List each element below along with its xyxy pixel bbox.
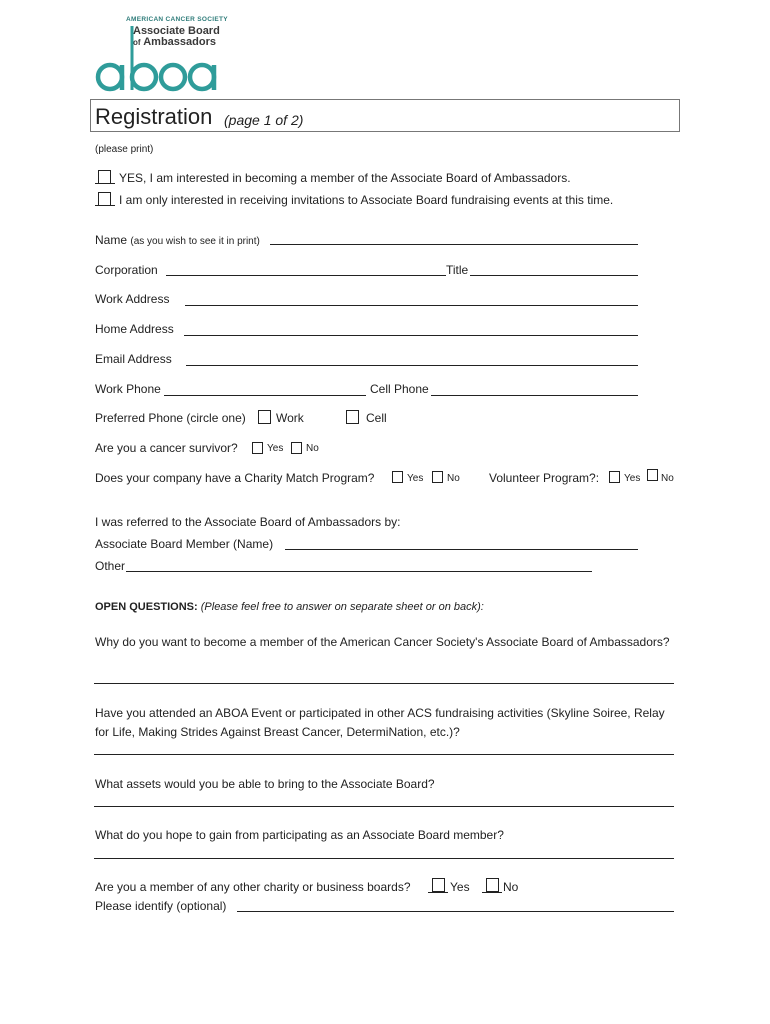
yes-member-underline (95, 183, 115, 184)
cell-phone-label: Cell Phone (370, 382, 429, 396)
open-questions-hint: (Please feel free to answer on separate sheet or on back): (200, 601, 484, 613)
other-boards-no-underline (482, 892, 502, 893)
other-boards-no-checkbox[interactable] (486, 878, 499, 892)
logo-line2-prefix: of (133, 38, 141, 47)
referral-member-field[interactable] (285, 549, 638, 550)
page-indicator: (page 1 of 2) (224, 112, 304, 128)
work-phone-field[interactable] (164, 395, 366, 396)
name-field[interactable] (270, 244, 638, 245)
survivor-no-checkbox[interactable] (291, 442, 302, 454)
home-address-field[interactable] (184, 335, 638, 336)
answer-4-line[interactable] (94, 858, 674, 859)
question-5: Are you a member of any other charity or business boards? (95, 880, 411, 894)
volunteer-yes-label: Yes (624, 473, 641, 484)
events-only-underline (95, 205, 115, 206)
pref-work-label: Work (276, 411, 304, 425)
charity-match-no-label: No (447, 473, 460, 484)
pref-cell-label: Cell (366, 411, 387, 425)
aboa-logo-mark (94, 24, 226, 94)
charity-match-yes-checkbox[interactable] (392, 471, 403, 483)
other-boards-yes-label: Yes (450, 880, 470, 894)
other-boards-yes-checkbox[interactable] (432, 878, 445, 892)
email-field[interactable] (186, 365, 638, 366)
events-only-label: I am only interested in receiving invitations to Associate Board fundraising events at this time. (119, 193, 614, 207)
referral-member-label: Associate Board Member (Name) (95, 537, 274, 551)
question-4: What do you hope to gain from participating as an Associate Board member? (95, 828, 504, 842)
answer-1-line[interactable] (94, 683, 674, 684)
work-phone-label: Work Phone (95, 382, 161, 396)
referral-intro: I was referred to the Associate Board of Ambassadors by: (95, 515, 401, 529)
question-2: Have you attended an ABOA Event or participated in other ACS fundraising activities (Skyline Soiree, Relay for Life, Making Strides Against Breast Cancer, DetermiNation, etc.)? (95, 706, 665, 739)
referral-other-label: Other (95, 559, 126, 573)
cell-phone-field[interactable] (431, 395, 638, 396)
page-title: Registration (95, 104, 213, 129)
question-3: What assets would you be able to bring to the Associate Board? (95, 777, 435, 791)
yes-member-checkbox[interactable] (98, 170, 111, 184)
identify-field[interactable] (237, 911, 674, 912)
title-label: Title (446, 263, 469, 277)
work-address-field[interactable] (185, 305, 638, 306)
identify-label: Please identify (optional) (95, 899, 227, 913)
open-questions-heading (95, 602, 484, 613)
logo-line1: Associate Board (133, 25, 220, 37)
answer-3-line[interactable] (94, 806, 674, 807)
preferred-phone-label: Preferred Phone (circle one) (95, 411, 246, 425)
pref-work-checkbox[interactable] (258, 410, 271, 424)
name-label-text: Name (95, 233, 128, 247)
other-boards-no-label: No (503, 880, 519, 894)
open-questions-heading-text: OPEN QUESTIONS: (95, 601, 198, 613)
name-hint: (as you wish to see it in print) (130, 236, 260, 247)
corporation-field[interactable] (166, 275, 446, 276)
charity-match-no-checkbox[interactable] (432, 471, 443, 483)
charity-match-label: Does your company have a Charity Match Program? (95, 471, 375, 485)
survivor-label: Are you a cancer survivor? (95, 441, 238, 455)
survivor-no-label: No (306, 443, 319, 454)
volunteer-no-checkbox[interactable] (647, 469, 658, 481)
work-address-label: Work Address (95, 292, 170, 306)
home-address-label: Home Address (95, 322, 174, 336)
other-boards-yes-underline (428, 892, 448, 893)
yes-member-label: YES, I am interested in becoming a member of the Associate Board of Ambassadors. (119, 171, 571, 185)
charity-match-yes-label: Yes (407, 473, 424, 484)
logo-org-text: AMERICAN CANCER SOCIETY (126, 16, 228, 23)
volunteer-no-label: No (661, 473, 674, 484)
events-only-checkbox[interactable] (98, 192, 111, 206)
survivor-yes-label: Yes (267, 443, 284, 454)
logo-line2-text: Ambassadors (143, 36, 216, 48)
corporation-label: Corporation (95, 263, 158, 277)
question-1: Why do you want to become a member of the American Cancer Society's Associate Board of Ambassadors? (95, 635, 670, 649)
volunteer-yes-checkbox[interactable] (609, 471, 620, 483)
volunteer-program-label: Volunteer Program?: (489, 471, 600, 485)
title-field[interactable] (470, 275, 638, 276)
pref-cell-checkbox[interactable] (346, 410, 359, 424)
survivor-yes-checkbox[interactable] (252, 442, 263, 454)
answer-2-line[interactable] (94, 754, 674, 755)
please-print-note: (please print) (95, 144, 154, 155)
referral-other-field[interactable] (126, 571, 592, 572)
email-label: Email Address (95, 352, 172, 366)
name-label (95, 234, 260, 247)
